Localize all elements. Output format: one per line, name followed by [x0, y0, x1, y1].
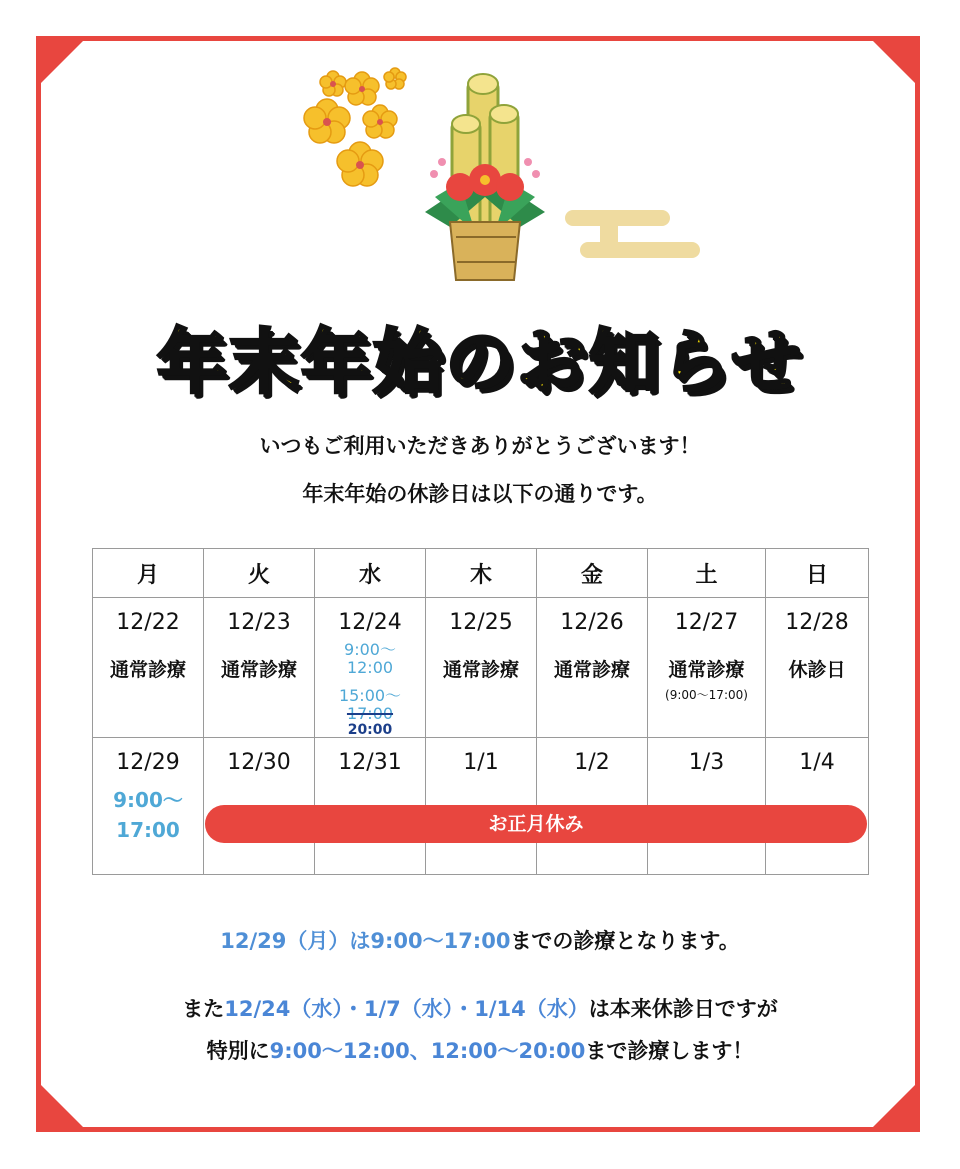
day-date: 12/27: [674, 610, 739, 635]
day-date: 12/25: [449, 610, 513, 635]
new-year-illustration: [300, 62, 720, 292]
calendar-week-row: [93, 598, 869, 738]
note-highlight: 12/29（月）は9:00〜17:00: [220, 929, 511, 953]
day-date: 1/3: [688, 750, 725, 775]
day-status: 通常診療: [220, 659, 297, 681]
note-text: 特別に: [206, 1039, 270, 1063]
note-line-3: [0, 1035, 960, 1065]
calendar-day-cell: [537, 598, 648, 738]
note-text: まで診療します！: [585, 1039, 754, 1063]
day-status: 通常診療: [668, 659, 745, 681]
day-date: 1/1: [463, 750, 499, 775]
weekday-header-row: [93, 549, 869, 598]
note-highlight: 12/24（水）・1/7（水）・1/14（水）: [224, 997, 589, 1021]
day-hours-end: 17:00: [116, 818, 180, 842]
day-date: 12/23: [227, 610, 291, 635]
note-text: は本来休診日ですが: [588, 997, 778, 1021]
day-status: 休診日: [788, 659, 846, 681]
calendar-day-cell: [204, 598, 315, 738]
day-status: 通常診療: [553, 659, 630, 681]
gold-cloud-icon: [565, 210, 700, 258]
day-date: 12/24: [338, 610, 402, 635]
day-hours-note: (9:00〜17:00): [665, 688, 748, 702]
note-text: までの診療となります。: [510, 929, 740, 953]
weekday-header: 土: [648, 549, 766, 598]
corner-decoration: [36, 1080, 88, 1132]
day-status: 通常診療: [109, 659, 186, 681]
weekday-header: 水: [315, 549, 426, 598]
calendar-day-cell: [315, 598, 426, 738]
calendar-day-cell: [766, 598, 869, 738]
calendar-day-cell: [93, 598, 204, 738]
day-hours-start: 9:00〜: [344, 640, 396, 659]
calendar-day-cell: [93, 738, 204, 875]
day-date: 1/4: [799, 750, 835, 775]
day-hours-start: 15:00〜: [338, 686, 402, 705]
plum-blossom-icon: [304, 68, 406, 186]
corner-decoration: [36, 36, 88, 88]
day-date: 12/22: [116, 610, 180, 635]
page-title: 年末年始のお知らせ: [157, 321, 803, 403]
weekday-header: 日: [766, 549, 869, 598]
corner-decoration: [868, 36, 920, 88]
note-text: また: [182, 997, 225, 1021]
day-hours-start: 9:00〜: [113, 788, 183, 812]
weekday-header: 金: [537, 549, 648, 598]
note-line-2: [0, 993, 960, 1023]
day-date: 12/26: [560, 610, 624, 635]
day-hours-end: 12:00: [346, 658, 394, 677]
day-date: 12/30: [227, 750, 291, 775]
day-date: 12/31: [338, 750, 402, 775]
weekday-header: 火: [204, 549, 315, 598]
weekday-header: 月: [93, 549, 204, 598]
day-hours-corrected: 20:00: [347, 722, 393, 738]
day-date: 1/2: [574, 750, 610, 775]
day-date: 12/28: [785, 610, 849, 635]
corner-decoration: [868, 1080, 920, 1132]
note-line-1: [0, 925, 960, 955]
weekday-header: 木: [426, 549, 537, 598]
day-hours-struck: 17:00: [346, 704, 394, 723]
note-highlight: 9:00〜12:00、12:00〜20:00: [269, 1039, 586, 1063]
day-date: 12/29: [116, 750, 180, 775]
calendar-day-cell: [648, 598, 766, 738]
intro-line-2: 年末年始の休診日は以下の通りです。: [302, 482, 658, 506]
day-status: 通常診療: [442, 659, 519, 681]
intro-line-1: いつもご利用いただきありがとうございます！: [259, 434, 701, 458]
calendar-day-cell: [426, 598, 537, 738]
kadomatsu-icon: [425, 74, 545, 280]
new-year-holiday-banner: お正月休み: [205, 805, 867, 843]
